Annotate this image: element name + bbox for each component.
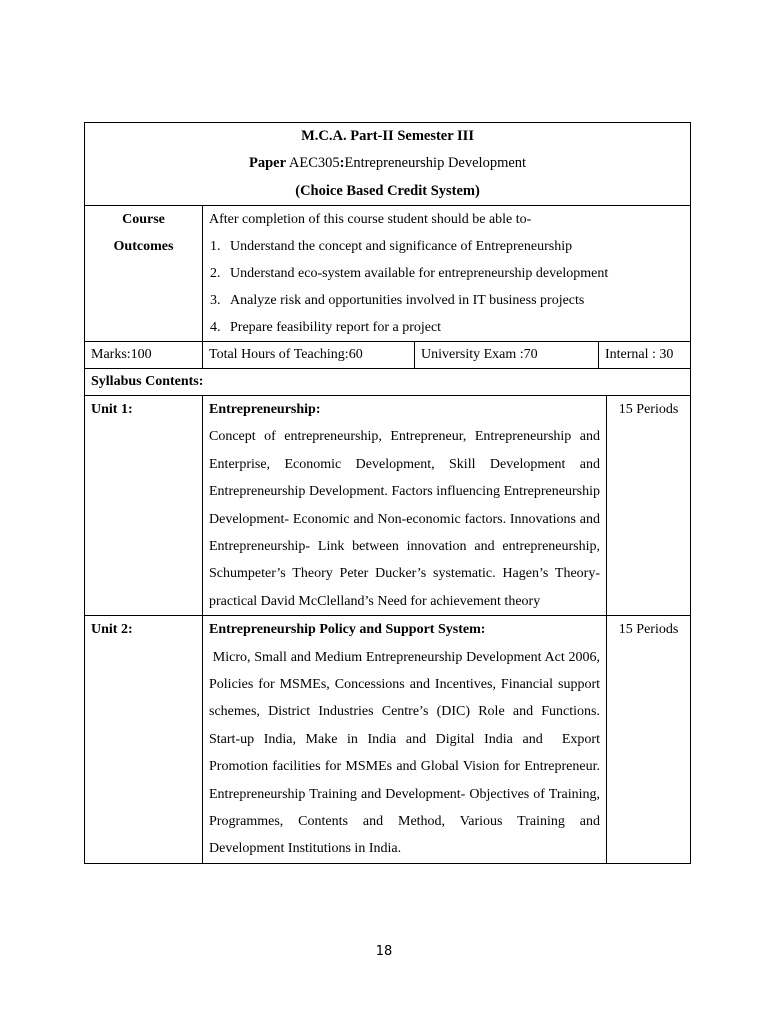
outcome-text: Understand eco-system available for entrepreneurship development <box>230 265 609 281</box>
unit-periods: 15 Periods <box>607 616 691 864</box>
outcome-number: 4. <box>210 319 221 335</box>
unit-content <box>203 616 607 864</box>
outcome-number: 1. <box>210 238 221 254</box>
outcome-text: Analyze risk and opportunities involved in IT business projects <box>230 292 585 308</box>
paper-label: Paper <box>249 155 287 172</box>
unit-title: Entrepreneurship: <box>209 401 321 417</box>
syllabus-table <box>84 122 691 864</box>
unit-row <box>85 616 691 864</box>
outcome-text: Understand the concept and significance of Entrepreneurship <box>230 238 573 254</box>
course-label: Course <box>122 211 165 227</box>
unit-periods: 15 Periods <box>607 395 691 615</box>
outcomes-intro: After completion of this course student should be able to- <box>209 211 532 227</box>
outcome-item <box>209 260 684 287</box>
marks-cell: Marks:100 <box>85 341 203 368</box>
credit-system: (Choice Based Credit System) <box>295 182 480 199</box>
paper-code: AEC305 <box>288 155 340 172</box>
paper-name: Entrepreneurship Development <box>344 155 527 172</box>
university-exam-cell: University Exam :70 <box>415 341 599 368</box>
table-header <box>85 123 691 206</box>
unit-description: Concept of entrepreneurship, Entrepreneur, Entrepreneurship and Enterprise, Economic Development, Skill Development and Entrepreneurship Development. Factors influencing Entrepreneurship Development- Economic and Non-economic factors. Innovations and Entrepreneurship- Link between innovation and entrepreneurship, Schumpeter’s Theory Peter Ducker’s systematic. Hagen’s Theory- practical David McClelland’s Need for achievement theory <box>209 429 600 609</box>
course-outcomes-list <box>203 205 691 341</box>
paper-title <box>91 150 684 177</box>
header-row <box>85 123 691 206</box>
teaching-hours-cell: Total Hours of Teaching:60 <box>203 341 415 368</box>
page-number: 18 <box>375 944 393 959</box>
syllabus-heading-row <box>85 368 691 395</box>
outcome-item <box>209 233 684 260</box>
outcome-text: Prepare feasibility report for a project <box>230 319 442 335</box>
syllabus-heading: Syllabus Contents: <box>85 368 691 395</box>
paper-colon: : <box>339 155 345 172</box>
outcome-number: 3. <box>210 292 221 308</box>
unit-title: Entrepreneurship Policy and Support System: <box>209 622 486 638</box>
unit-content <box>203 395 607 615</box>
program-title: M.C.A. Part-II Semester III <box>301 128 474 144</box>
unit-description: Micro, Small and Medium Entrepreneurship Development Act 2006, Policies for MSMEs, Concessions and Incentives, Financial support schemes, District Industries Centre’s (DIC) Role and Functions. Start-up India, Make in India and Digital India and Export Promotion facilities for MSMEs and Global Vision for Entrepreneur. Entrepreneurship Training and Development- Objectives of Training, Programmes, Contents and Method, Various Training and Development Institutions in India. <box>209 649 607 857</box>
outcome-number: 2. <box>210 265 221 281</box>
course-outcomes-row <box>85 205 691 341</box>
marks-row <box>85 341 691 368</box>
internal-marks-cell: Internal : 30 <box>599 341 691 368</box>
unit-label: Unit 1: <box>85 395 203 615</box>
unit-label: Unit 2: <box>85 616 203 864</box>
course-outcomes-label <box>85 205 203 341</box>
outcome-item <box>209 287 684 314</box>
outcomes-label: Outcomes <box>113 238 174 254</box>
unit-row <box>85 395 691 615</box>
outcome-item <box>209 314 684 341</box>
